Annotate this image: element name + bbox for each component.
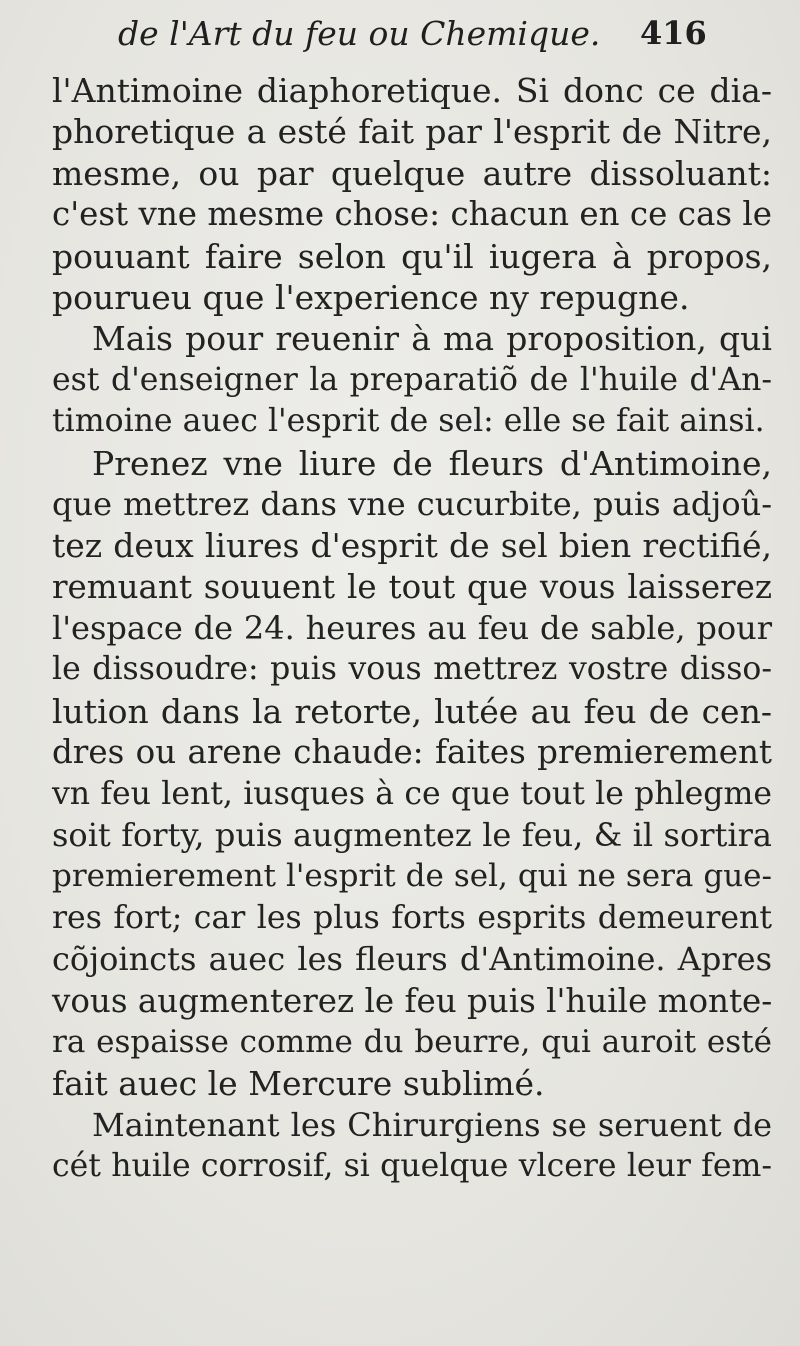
page-header	[0, 14, 800, 66]
text-line: res fort; car les plus forts esprits demeurent	[52, 899, 772, 936]
text-line: remuant souuent le tout que vous laisserez	[52, 567, 772, 606]
text-line: cõjoincts auec les fleurs d'Antimoine. Apres	[52, 940, 772, 979]
text-line: phoretique a esté fait par l'esprit de Nitre,	[52, 112, 772, 152]
text-line: timoine auec l'esprit de sel: elle se fait ainsi.	[52, 403, 765, 440]
text-line: Prenez vne liure de fleurs d'Antimoine,	[92, 443, 772, 483]
text-line: premierement l'esprit de sel, qui ne sera gue-	[52, 858, 772, 895]
text-line: pouuant faire selon qu'il iugera à propos,	[52, 236, 772, 276]
text-line: c'est vne mesme chose: chacun en ce cas le	[52, 195, 772, 234]
text-line: lution dans la retorte, lutée au feu de cen-	[52, 691, 772, 731]
text-line: l'espace de 24. heures au feu de sable, pour	[52, 609, 772, 648]
text-line: tez deux liures d'esprit de sel bien rectifié,	[52, 526, 772, 566]
text-line: mesme, ou par quelque autre dissoluant:	[52, 153, 772, 193]
text-line: cét huile corrosif, si quelque vlcere leur fem-	[52, 1148, 772, 1185]
text-line: dres ou arene chaude: faites premierement	[52, 733, 772, 772]
text-line: ra espaisse comme du beurre, qui auroit esté	[52, 1023, 772, 1060]
text-line: Mais pour reuenir à ma proposition, qui	[92, 319, 772, 359]
text-line: soit forty, puis augmentez le feu, & il sortira	[52, 816, 772, 855]
text-line: Maintenant les Chirurgiens se seruent de	[92, 1105, 772, 1144]
text-line: est d'enseigner la preparatiõ de l'huile d'An-	[52, 361, 772, 398]
text-line: vous augmenterez le feu puis l'huile monte-	[52, 981, 773, 1020]
text-line: fait auec le Mercure sublimé.	[52, 1064, 545, 1104]
text-line: le dissoudre: puis vous mettrez vostre disso-	[52, 651, 772, 688]
text-line: pourueu que l'experience ny repugne.	[52, 277, 690, 317]
text-line: que mettrez dans vne cucurbite, puis adjoû-	[52, 484, 772, 523]
page-number: 416	[640, 14, 707, 52]
running-title: de l'Art du feu ou Chemique.	[118, 14, 601, 53]
body-text	[52, 70, 772, 1188]
text-line: vn feu lent, iusques à ce que tout le phlegme	[52, 775, 772, 812]
text-line: l'Antimoine diaphoretique. Si donc ce dia-	[52, 71, 772, 110]
